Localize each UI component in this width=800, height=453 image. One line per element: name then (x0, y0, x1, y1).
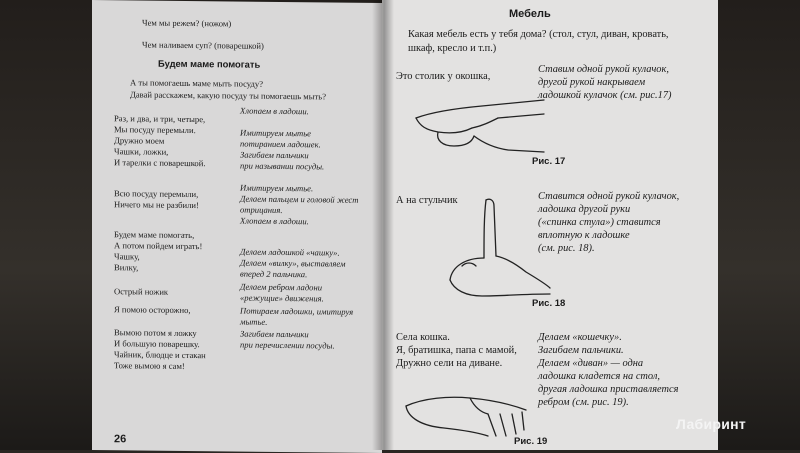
verse-block-1 (114, 113, 205, 169)
intro-line-1: Какая мебель есть у тебя дома? (стол, стул, диван, кровать, (408, 29, 669, 40)
action-block-2 (240, 183, 358, 228)
action-line: Делаем «вилку», выставляем (240, 257, 346, 269)
action-line: Имитируем мытье (240, 127, 311, 139)
figure-caption-18: Рис. 18 (532, 298, 566, 309)
action-line: Хлопаем в ладоши. (240, 105, 309, 117)
action-block-3 (240, 247, 345, 281)
verse-line: А на стульчик (396, 195, 458, 206)
verse-block-1 (396, 70, 490, 83)
action-line: Делаем «диван» — одна (538, 358, 644, 369)
action-line: ладошкой кулачок (см. рис.17) (538, 90, 672, 101)
verse-line: Мы посуду перемыли. (114, 124, 196, 136)
action-line: «режущие» движения. (240, 292, 324, 304)
intro-line-2: шкаф, кресло и т.п.) (408, 43, 497, 54)
verse-line: Тоже вымою я сам! (114, 360, 185, 371)
verse-line: Это столик у окошка, (396, 71, 491, 82)
action-block-4 (240, 282, 324, 305)
left-page (92, 0, 382, 453)
verse-line: Острый ножик (114, 286, 169, 297)
action-line: Загибаем пальчики (240, 149, 309, 161)
verse-line: Чашки, ложки, (114, 146, 169, 157)
top-question-1: Чем мы режем? (ножом) (142, 17, 232, 29)
action-line: Потираем ладошки, имитируя (240, 305, 354, 317)
verse-block-2 (114, 188, 199, 211)
verse-block-5 (114, 304, 191, 316)
action-block-2 (538, 190, 679, 255)
action-line: при перечислении посуды. (240, 339, 335, 351)
action-line: Хлопаем в ладоши. (240, 215, 309, 227)
watermark-text: Лабиринт (676, 416, 747, 432)
action-line: («спинка стула») ставится (538, 217, 661, 228)
book-gutter-shadow (372, 0, 394, 450)
verse-line: Вымою потом я ложку (114, 327, 197, 339)
figure-caption-19: Рис. 19 (514, 436, 548, 447)
verse-line: И тарелки с поварешкой. (114, 157, 206, 169)
verse-block-3 (114, 229, 202, 274)
intro-line-2: Давай расскажем, какую посуду ты помогаешь мыть? (130, 89, 327, 102)
verse-line: Я, братишка, папа с мамой, (396, 345, 517, 356)
verse-block-3 (396, 331, 517, 370)
action-line: Ставим одной рукой кулачок, (538, 64, 669, 75)
action-block-1 (240, 106, 324, 173)
verse-line: А потом пойдем играть! (114, 240, 203, 252)
action-line: при назывании посуды. (240, 160, 325, 172)
verse-line: Дружно моем (114, 135, 165, 146)
action-line: отрицания. (240, 204, 283, 215)
action-line: ладошка кладется на стол, (538, 371, 660, 382)
verse-block-4 (114, 286, 168, 298)
page-number: 26 (114, 433, 127, 446)
action-line: Делаем «кошечку». (538, 332, 622, 343)
action-line: Делаем пальцем и головой жест (240, 193, 359, 205)
verse-line: Раз, и два, и три, четыре, (114, 113, 206, 125)
verse-block-6 (114, 327, 206, 372)
action-line: другой рукой накрываем (538, 77, 646, 88)
action-block-6 (240, 329, 335, 352)
verse-line: Чайник, блюдце и стакан (114, 349, 206, 361)
top-question-2: Чем наливаем суп? (поварешкой) (142, 39, 264, 51)
intro-line-1: А ты помогаешь маме мыть посуду? (130, 77, 264, 89)
action-line: ребром (см. рис. 19). (538, 397, 629, 408)
action-line: Загибаем пальчики. (538, 345, 624, 356)
action-line: вперед 2 пальчика. (240, 268, 308, 280)
figure-caption-17: Рис. 17 (532, 156, 566, 167)
right-page (382, 0, 718, 450)
verse-line: Я помою осторожно, (114, 304, 191, 316)
action-line: вплотную к ладошке (538, 230, 630, 241)
action-line (240, 117, 324, 129)
hand-illustration-table (412, 88, 552, 158)
verse-line: Дружно сели на диване. (396, 358, 503, 369)
action-line: Загибаем пальчики (240, 328, 309, 340)
page-title: Мебель (509, 8, 551, 20)
verse-line: Будем маме помогать, (114, 229, 195, 241)
action-line: Делаем ладошкой «чашку». (240, 246, 340, 258)
verse-line: Села кошка. (396, 332, 450, 343)
action-line: потиранием ладошек. (240, 138, 321, 150)
action-line: другая ладошка приставляется (538, 384, 679, 395)
action-block-5 (240, 306, 353, 329)
action-line: (см. рис. 18). (538, 243, 595, 254)
action-line: Ставится одной рукой кулачок, (538, 191, 680, 202)
hand-illustration-chair (442, 196, 552, 306)
watermark-logo (676, 416, 746, 432)
action-block-3 (538, 331, 678, 409)
verse-line: И большую поварешку. (114, 338, 200, 350)
action-line: Имитируем мытье. (240, 182, 314, 194)
verse-line: Всю посуду перемыли, (114, 188, 199, 200)
verse-line: Чашку, (114, 251, 140, 262)
action-line: ладошка другой руки (538, 204, 631, 215)
action-line: мытье. (240, 316, 268, 327)
verse-line: Ничего мы не разбили! (114, 199, 199, 211)
section-title: Будем маме помогать (158, 57, 261, 70)
action-line: Делаем ребром ладони (240, 281, 323, 293)
verse-line: Вилку, (114, 262, 139, 273)
action-block-1 (538, 63, 671, 102)
